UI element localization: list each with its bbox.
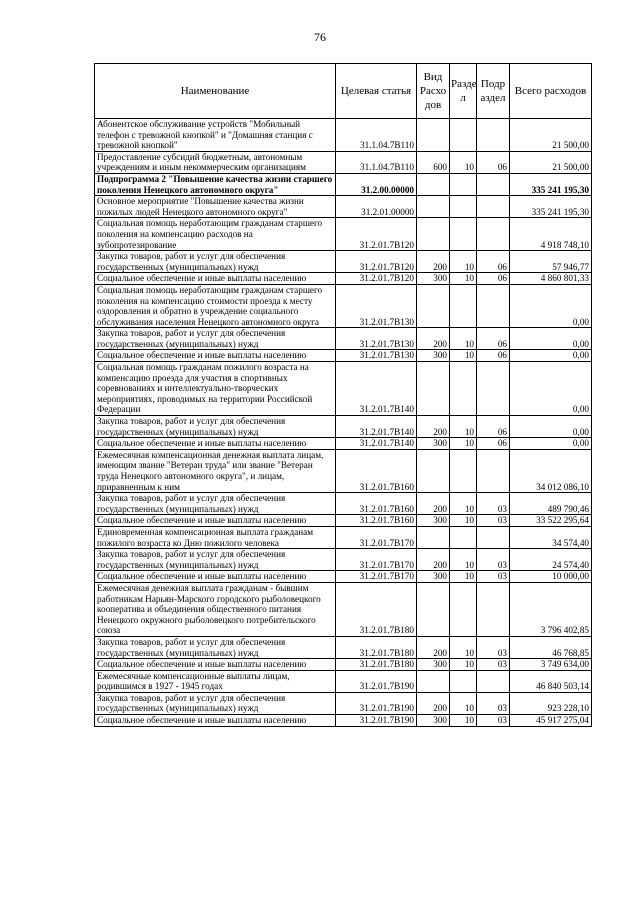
table-row bbox=[95, 362, 592, 416]
cell-subsection: 03 bbox=[477, 659, 510, 671]
cell-code: 31.2.01.7В130 bbox=[336, 350, 417, 362]
cell-code: 31.2.01.7В120 bbox=[336, 251, 417, 273]
cell-code: 31.2.01.7В130 bbox=[336, 284, 417, 327]
cell-total: 45 917 275,04 bbox=[510, 715, 592, 727]
cell-code: 31.2.01.7В160 bbox=[336, 449, 417, 492]
cell-type bbox=[417, 526, 450, 548]
cell-section: 10 bbox=[450, 715, 477, 727]
cell-code: 31.2.01.7В180 bbox=[336, 636, 417, 658]
table-row bbox=[95, 151, 592, 173]
cell-code: 31.2.01.7В180 bbox=[336, 659, 417, 671]
cell-section bbox=[450, 218, 477, 251]
cell-subsection: 03 bbox=[477, 549, 510, 571]
cell-subsection bbox=[477, 119, 510, 152]
cell-type bbox=[417, 449, 450, 492]
cell-name: Закупка товаров, работ и услуг для обеспечения государственных (муниципальных) нужд bbox=[95, 328, 336, 350]
cell-section: 10 bbox=[450, 416, 477, 438]
cell-section: 10 bbox=[450, 549, 477, 571]
cell-subsection bbox=[477, 449, 510, 492]
table-row bbox=[95, 582, 592, 636]
cell-type bbox=[417, 284, 450, 327]
cell-total: 0,00 bbox=[510, 362, 592, 416]
table-row bbox=[95, 493, 592, 515]
cell-section: 10 bbox=[450, 350, 477, 362]
cell-name: Социальное обеспечение и иные выплаты населению bbox=[95, 273, 336, 285]
cell-subsection: 06 bbox=[477, 273, 510, 285]
cell-section: 10 bbox=[450, 273, 477, 285]
header-code: Целевая статья bbox=[336, 64, 417, 119]
cell-name: Основное мероприятие "Повышение качества жизни пожилых людей Ненецкого автономного округа" bbox=[95, 196, 336, 218]
table-row bbox=[95, 196, 592, 218]
cell-type: 300 bbox=[417, 438, 450, 450]
cell-code: 31.2.00.00000 bbox=[336, 173, 417, 195]
cell-code: 31.2.01.7В180 bbox=[336, 582, 417, 636]
cell-subsection: 03 bbox=[477, 692, 510, 714]
cell-section bbox=[450, 196, 477, 218]
cell-code: 31.2.01.7В190 bbox=[336, 715, 417, 727]
header-section: Разде л bbox=[450, 64, 477, 119]
cell-type: 200 bbox=[417, 493, 450, 515]
cell-section: 10 bbox=[450, 692, 477, 714]
cell-subsection bbox=[477, 526, 510, 548]
cell-section bbox=[450, 670, 477, 692]
cell-total: 3 749 634,00 bbox=[510, 659, 592, 671]
cell-type bbox=[417, 670, 450, 692]
cell-total: 46 840 503,14 bbox=[510, 670, 592, 692]
table-row bbox=[95, 526, 592, 548]
cell-total: 34 574,40 bbox=[510, 526, 592, 548]
cell-code: 31.2.01.7В130 bbox=[336, 328, 417, 350]
cell-name: Социальная помощь неработающим гражданам старшего поколения на компенсацию расходов на зубопротезирование bbox=[95, 218, 336, 251]
cell-name: Закупка товаров, работ и услуг для обеспечения государственных (муниципальных) нужд bbox=[95, 692, 336, 714]
cell-subsection bbox=[477, 173, 510, 195]
table-row bbox=[95, 284, 592, 327]
cell-total: 0,00 bbox=[510, 416, 592, 438]
cell-type: 600 bbox=[417, 151, 450, 173]
cell-name: Социальное обеспечение и иные выплаты населению bbox=[95, 350, 336, 362]
cell-section bbox=[450, 526, 477, 548]
cell-type: 300 bbox=[417, 515, 450, 527]
table-row bbox=[95, 416, 592, 438]
table-row bbox=[95, 173, 592, 195]
cell-code: 31.2.01.7В170 bbox=[336, 571, 417, 583]
cell-code: 31.2.01.7В140 bbox=[336, 362, 417, 416]
cell-code: 31.2.01.7В170 bbox=[336, 549, 417, 571]
cell-name: Социальное обеспечение и иные выплаты населению bbox=[95, 515, 336, 527]
table-row bbox=[95, 659, 592, 671]
cell-name: Социальное обеспечение и иные выплаты населению bbox=[95, 659, 336, 671]
cell-code: 31.2.01.7В140 bbox=[336, 416, 417, 438]
cell-total: 4 860 801,33 bbox=[510, 273, 592, 285]
cell-subsection: 03 bbox=[477, 515, 510, 527]
cell-total: 489 790,46 bbox=[510, 493, 592, 515]
cell-subsection bbox=[477, 284, 510, 327]
cell-subsection bbox=[477, 670, 510, 692]
cell-total: 21 500,00 bbox=[510, 151, 592, 173]
table-row bbox=[95, 328, 592, 350]
cell-total: 33 522 295,64 bbox=[510, 515, 592, 527]
table-row bbox=[95, 273, 592, 285]
cell-type bbox=[417, 218, 450, 251]
cell-total: 46 768,85 bbox=[510, 636, 592, 658]
cell-type bbox=[417, 362, 450, 416]
cell-name: Ежемесячная денежная выплата гражданам - бывшим работникам Нарьян-Марского городского рыболовецкого кооператива и объединения общественного питания Ненецкого окружного рыболовецкого потребительского союза bbox=[95, 582, 336, 636]
cell-total: 335 241 195,30 bbox=[510, 173, 592, 195]
cell-section: 10 bbox=[450, 515, 477, 527]
cell-total: 10 000,00 bbox=[510, 571, 592, 583]
cell-name: Закупка товаров, работ и услуг для обеспечения государственных (муниципальных) нужд bbox=[95, 636, 336, 658]
cell-section bbox=[450, 362, 477, 416]
cell-name: Единовременная компенсационная выплата гражданам пожилого возраста ко Дню пожилого человека bbox=[95, 526, 336, 548]
cell-subsection: 03 bbox=[477, 493, 510, 515]
cell-section: 10 bbox=[450, 636, 477, 658]
cell-subsection: 06 bbox=[477, 416, 510, 438]
cell-code: 31.2.01.7В140 bbox=[336, 438, 417, 450]
cell-name: Закупка товаров, работ и услуг для обеспечения государственных (муниципальных) нужд bbox=[95, 493, 336, 515]
cell-type: 300 bbox=[417, 715, 450, 727]
table-row bbox=[95, 636, 592, 658]
cell-name: Подпрограмма 2 "Повышение качества жизни старшего поколения Ненецкого автономного округа" bbox=[95, 173, 336, 195]
cell-subsection bbox=[477, 218, 510, 251]
table-row bbox=[95, 218, 592, 251]
cell-section bbox=[450, 284, 477, 327]
cell-name: Ежемесячные компенсационные выплаты лицам, родившимся в 1927 - 1945 годах bbox=[95, 670, 336, 692]
table-row bbox=[95, 571, 592, 583]
cell-section: 10 bbox=[450, 659, 477, 671]
cell-code: 31.2.01.7В190 bbox=[336, 692, 417, 714]
cell-code: 31.1.04.7В110 bbox=[336, 151, 417, 173]
cell-subsection: 03 bbox=[477, 636, 510, 658]
cell-section bbox=[450, 582, 477, 636]
cell-section: 10 bbox=[450, 493, 477, 515]
cell-total: 0,00 bbox=[510, 350, 592, 362]
cell-section bbox=[450, 449, 477, 492]
cell-section: 10 bbox=[450, 251, 477, 273]
header-subsection: Подр аздел bbox=[477, 64, 510, 119]
cell-name: Социальная помощь неработающим гражданам старшего поколения на компенсацию стоимости проезда к месту оздоровления и обратно в учреждение социального обслуживания населения Ненецкого автономного округа bbox=[95, 284, 336, 327]
cell-total: 0,00 bbox=[510, 284, 592, 327]
cell-type: 300 bbox=[417, 659, 450, 671]
cell-type bbox=[417, 119, 450, 152]
cell-total: 3 796 402,85 bbox=[510, 582, 592, 636]
cell-total: 0,00 bbox=[510, 438, 592, 450]
cell-subsection bbox=[477, 582, 510, 636]
cell-code: 31.2.01.7В120 bbox=[336, 273, 417, 285]
table-body bbox=[95, 119, 592, 727]
table-row bbox=[95, 670, 592, 692]
cell-name: Социальное обеспечение и иные выплаты населению bbox=[95, 438, 336, 450]
cell-total: 24 574,40 bbox=[510, 549, 592, 571]
cell-code: 31.2.01.7В160 bbox=[336, 515, 417, 527]
cell-code: 31.2.01.7В190 bbox=[336, 670, 417, 692]
cell-section: 10 bbox=[450, 438, 477, 450]
cell-name: Предоставление субсидий бюджетным, автономным учреждениям и иным некоммерческим организациям bbox=[95, 151, 336, 173]
cell-type: 200 bbox=[417, 416, 450, 438]
cell-code: 31.2.01.7В170 bbox=[336, 526, 417, 548]
cell-section bbox=[450, 173, 477, 195]
cell-section bbox=[450, 119, 477, 152]
cell-subsection: 03 bbox=[477, 715, 510, 727]
table-row bbox=[95, 515, 592, 527]
cell-section: 10 bbox=[450, 571, 477, 583]
cell-code: 31.2.01.7В160 bbox=[336, 493, 417, 515]
cell-name: Социальное обеспечение и иные выплаты населению bbox=[95, 715, 336, 727]
cell-code: 31.2.01.00000 bbox=[336, 196, 417, 218]
table-row bbox=[95, 350, 592, 362]
header-type: Вид Расхо дов bbox=[417, 64, 450, 119]
cell-type: 300 bbox=[417, 571, 450, 583]
table-header-row bbox=[95, 64, 592, 119]
cell-subsection: 06 bbox=[477, 350, 510, 362]
cell-type: 200 bbox=[417, 636, 450, 658]
cell-type bbox=[417, 173, 450, 195]
table-row bbox=[95, 438, 592, 450]
header-name: Наименование bbox=[95, 64, 336, 119]
cell-subsection: 06 bbox=[477, 438, 510, 450]
cell-total: 4 918 748,10 bbox=[510, 218, 592, 251]
table-row bbox=[95, 715, 592, 727]
cell-subsection: 06 bbox=[477, 151, 510, 173]
cell-code: 31.2.01.7В120 bbox=[336, 218, 417, 251]
cell-total: 0,00 bbox=[510, 328, 592, 350]
cell-type: 300 bbox=[417, 273, 450, 285]
cell-section: 10 bbox=[450, 328, 477, 350]
cell-subsection bbox=[477, 362, 510, 416]
table-row bbox=[95, 449, 592, 492]
cell-name: Ежемесячная компенсационная денежная выплата лицам, имеющим звание "Ветеран труда" или звание "Ветеран труда Ненецкого автономного округа", и лицам, приравненным к ним bbox=[95, 449, 336, 492]
budget-table bbox=[94, 63, 592, 727]
cell-subsection: 03 bbox=[477, 571, 510, 583]
page-number: 76 bbox=[314, 30, 326, 44]
cell-name: Социальная помощь гражданам пожилого возраста на компенсацию проезда для участия в спортивных соревнованиях и интеллектуально-творческих мероприятиях, проводимых на территории Российской Федерации bbox=[95, 362, 336, 416]
cell-name: Закупка товаров, работ и услуг для обеспечения государственных (муниципальных) нужд bbox=[95, 549, 336, 571]
cell-type bbox=[417, 582, 450, 636]
table-row bbox=[95, 251, 592, 273]
cell-name: Абонентское обслуживание устройств "Мобильный телефон с тревожной кнопкой" и "Домашняя станция с тревожной кнопкой" bbox=[95, 119, 336, 152]
cell-name: Закупка товаров, работ и услуг для обеспечения государственных (муниципальных) нужд bbox=[95, 251, 336, 273]
cell-section: 10 bbox=[450, 151, 477, 173]
cell-total: 335 241 195,30 bbox=[510, 196, 592, 218]
cell-type: 200 bbox=[417, 549, 450, 571]
cell-type: 200 bbox=[417, 251, 450, 273]
cell-name: Закупка товаров, работ и услуг для обеспечения государственных (муниципальных) нужд bbox=[95, 416, 336, 438]
cell-total: 923 228,10 bbox=[510, 692, 592, 714]
cell-type: 300 bbox=[417, 350, 450, 362]
cell-subsection bbox=[477, 196, 510, 218]
cell-total: 57 946,77 bbox=[510, 251, 592, 273]
table-row bbox=[95, 119, 592, 152]
cell-subsection: 06 bbox=[477, 251, 510, 273]
table-row bbox=[95, 549, 592, 571]
cell-subsection: 06 bbox=[477, 328, 510, 350]
cell-name: Социальное обеспечение и иные выплаты населению bbox=[95, 571, 336, 583]
header-total: Всего расходов bbox=[510, 64, 592, 119]
table-row bbox=[95, 692, 592, 714]
cell-total: 34 012 086,10 bbox=[510, 449, 592, 492]
cell-type: 200 bbox=[417, 692, 450, 714]
cell-total: 21 500,00 bbox=[510, 119, 592, 152]
cell-type: 200 bbox=[417, 328, 450, 350]
cell-type bbox=[417, 196, 450, 218]
cell-code: 31.1.04.7В110 bbox=[336, 119, 417, 152]
